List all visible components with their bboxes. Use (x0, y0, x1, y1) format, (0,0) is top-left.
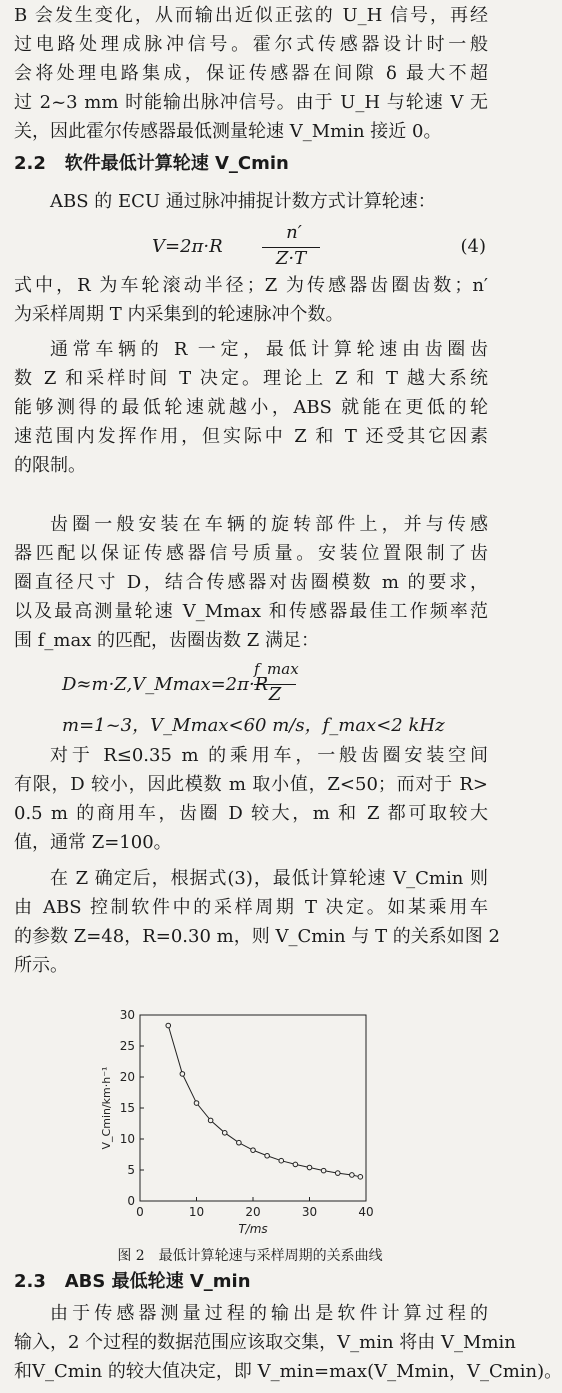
section-title: 软件最低计算轮速 V_Cmin (64, 153, 289, 174)
y-axis-label: V_Cmin/km·h⁻¹ (100, 1066, 113, 1150)
equation-numerator: f_max (254, 660, 299, 678)
equation-number: (4) (460, 236, 486, 257)
data-point (251, 1148, 256, 1153)
data-point (293, 1162, 298, 1167)
equation-gear-constraint (0, 662, 500, 708)
paragraph-line: 所示。 (14, 955, 68, 976)
text-line: B 会发生变化，从而输出近似正弦的 U_H 信号，再经 (14, 5, 488, 26)
data-point (307, 1165, 312, 1170)
paragraph-line: 由于传感器测量过程的输出是软件计算过程的 (50, 1303, 488, 1324)
paragraph-line: 在 Z 确定后，根据式(3)，最低计算轮速 V_Cmin 则 (50, 868, 488, 889)
section-heading-2-3 (14, 1268, 488, 1296)
text-line: 过 2~3 mm 时能输出脉冲信号。由于 U_H 与轮速 V 无 (14, 92, 488, 113)
data-point (335, 1171, 340, 1176)
y-tick-label: 20 (119, 1070, 135, 1084)
data-point (350, 1173, 355, 1178)
paragraph-line: 由 ABS 控制软件中的采样周期 T 决定。如某乘用车 (14, 897, 488, 918)
paragraph-line: 数 Z 和采样时间 T 决定。理论上 Z 和 T 越大系统 (14, 368, 488, 389)
paragraph-line: 通常车辆的 R 一定，最低计算轮速由齿圈齿 (50, 339, 488, 360)
y-tick-label: 30 (119, 1008, 135, 1022)
paragraph-line: 速范围内发挥作用，但实际中 Z 和 T 还受其它因素 (14, 426, 488, 447)
data-point (265, 1153, 270, 1158)
figure-2-chart (70, 1005, 390, 1245)
data-point (321, 1168, 326, 1173)
x-axis-label: T/ms (238, 1222, 268, 1236)
paragraph-line: 对于 R≤0.35 m 的乘用车，一般齿圈安装空间 (50, 745, 488, 766)
section-heading-2-2 (14, 150, 488, 178)
section-title: ABS 最低轮速 V_min (64, 1271, 251, 1292)
paragraph-line: 以及最高测量轮速 V_Mmax 和传感器最佳工作频率范 (14, 601, 488, 622)
data-point (279, 1158, 284, 1163)
paragraph-line: 为采样周期 T 内采集到的轮速脉冲个数。 (14, 304, 344, 325)
text-line: 过电路处理成脉冲信号。霍尔式传感器设计时一般 (14, 34, 488, 55)
section-number: 2.2 (14, 153, 46, 174)
paragraph-line: 齿圈一般安装在车辆的旋转部件上，并与传感 (50, 514, 488, 535)
data-point (237, 1140, 242, 1145)
equation-ranges: m=1~3，V_Mmax<60 m/s，f_max<2 kHz (62, 715, 445, 736)
y-tick-label: 10 (119, 1132, 135, 1146)
paragraph-line: 输入，2 个过程的数据范围应该取交集，V_min 将由 V_Mmin (14, 1332, 516, 1353)
y-tick-label: 15 (119, 1101, 135, 1115)
paragraph-line: 的限制。 (14, 455, 86, 476)
data-point (194, 1101, 199, 1106)
equation-numerator: n′ (286, 222, 302, 243)
paragraph-line: 式中，R 为车轮滚动半径；Z 为传感器齿圈齿数；n′ (14, 275, 488, 296)
equation-4 (0, 224, 500, 270)
paragraph-line: 和V_Cmin 的较大值决定，即 V_min=max(V_Mmin，V_Cmin)。 (14, 1361, 562, 1382)
x-tick-label: 40 (358, 1205, 374, 1219)
paragraph-line: 的参数 Z=48，R=0.30 m，则 V_Cmin 与 T 的关系如图 2 (14, 926, 500, 947)
equation-denominator: Z·T (275, 248, 307, 269)
x-tick-label: 10 (188, 1205, 205, 1219)
paragraph-line: 能够测得的最低轮速就越小，ABS 就能在更低的轮 (14, 397, 488, 418)
data-point (180, 1072, 185, 1077)
figure-caption: 图 2 最低计算轮速与采样周期的关系曲线 (117, 1248, 383, 1264)
equation-lhs: V=2π·R (152, 236, 223, 257)
paragraph-line: 值，通常 Z=100。 (14, 832, 172, 853)
section-number: 2.3 (14, 1271, 46, 1292)
y-tick-label: 5 (127, 1163, 135, 1177)
x-tick-label: 20 (245, 1205, 261, 1219)
paragraph-line: 有限，D 较小，因此模数 m 取小值，Z<50；而对于 R> (14, 774, 488, 795)
equation-lhs: D≈m·Z,V_Mmax=2π·R (62, 674, 269, 695)
data-point (222, 1131, 227, 1136)
equation-denominator: Z (268, 684, 282, 705)
paragraph-line: 0.5 m 的商用车，齿圈 D 较大，m 和 Z 都可取较大 (14, 803, 488, 824)
x-tick-label: 30 (301, 1205, 318, 1219)
paragraph-line: ABS 的 ECU 通过脉冲捕捉计数方式计算轮速： (50, 191, 436, 212)
paragraph-line: 围 f_max 的匹配，齿圈齿数 Z 满足： (14, 630, 320, 651)
paragraph-line: 圈直径尺寸 D，结合传感器对齿圈模数 m 的要求， (14, 572, 488, 593)
y-tick-label: 0 (127, 1194, 135, 1208)
paragraph-line: 器匹配以保证传感器信号质量。安装位置限制了齿 (14, 543, 488, 564)
data-point (166, 1023, 171, 1028)
x-tick-label: 0 (136, 1205, 144, 1219)
plot-frame (140, 1015, 366, 1201)
y-tick-label: 25 (119, 1039, 135, 1053)
data-point (358, 1175, 363, 1180)
text-line: 关，因此霍尔传感器最低测量轮速 V_Mmin 接近 0。 (14, 121, 442, 142)
text-line: 会将处理电路集成，保证传感器在间隙 δ 最大不超 (14, 63, 488, 84)
data-point (208, 1118, 213, 1123)
